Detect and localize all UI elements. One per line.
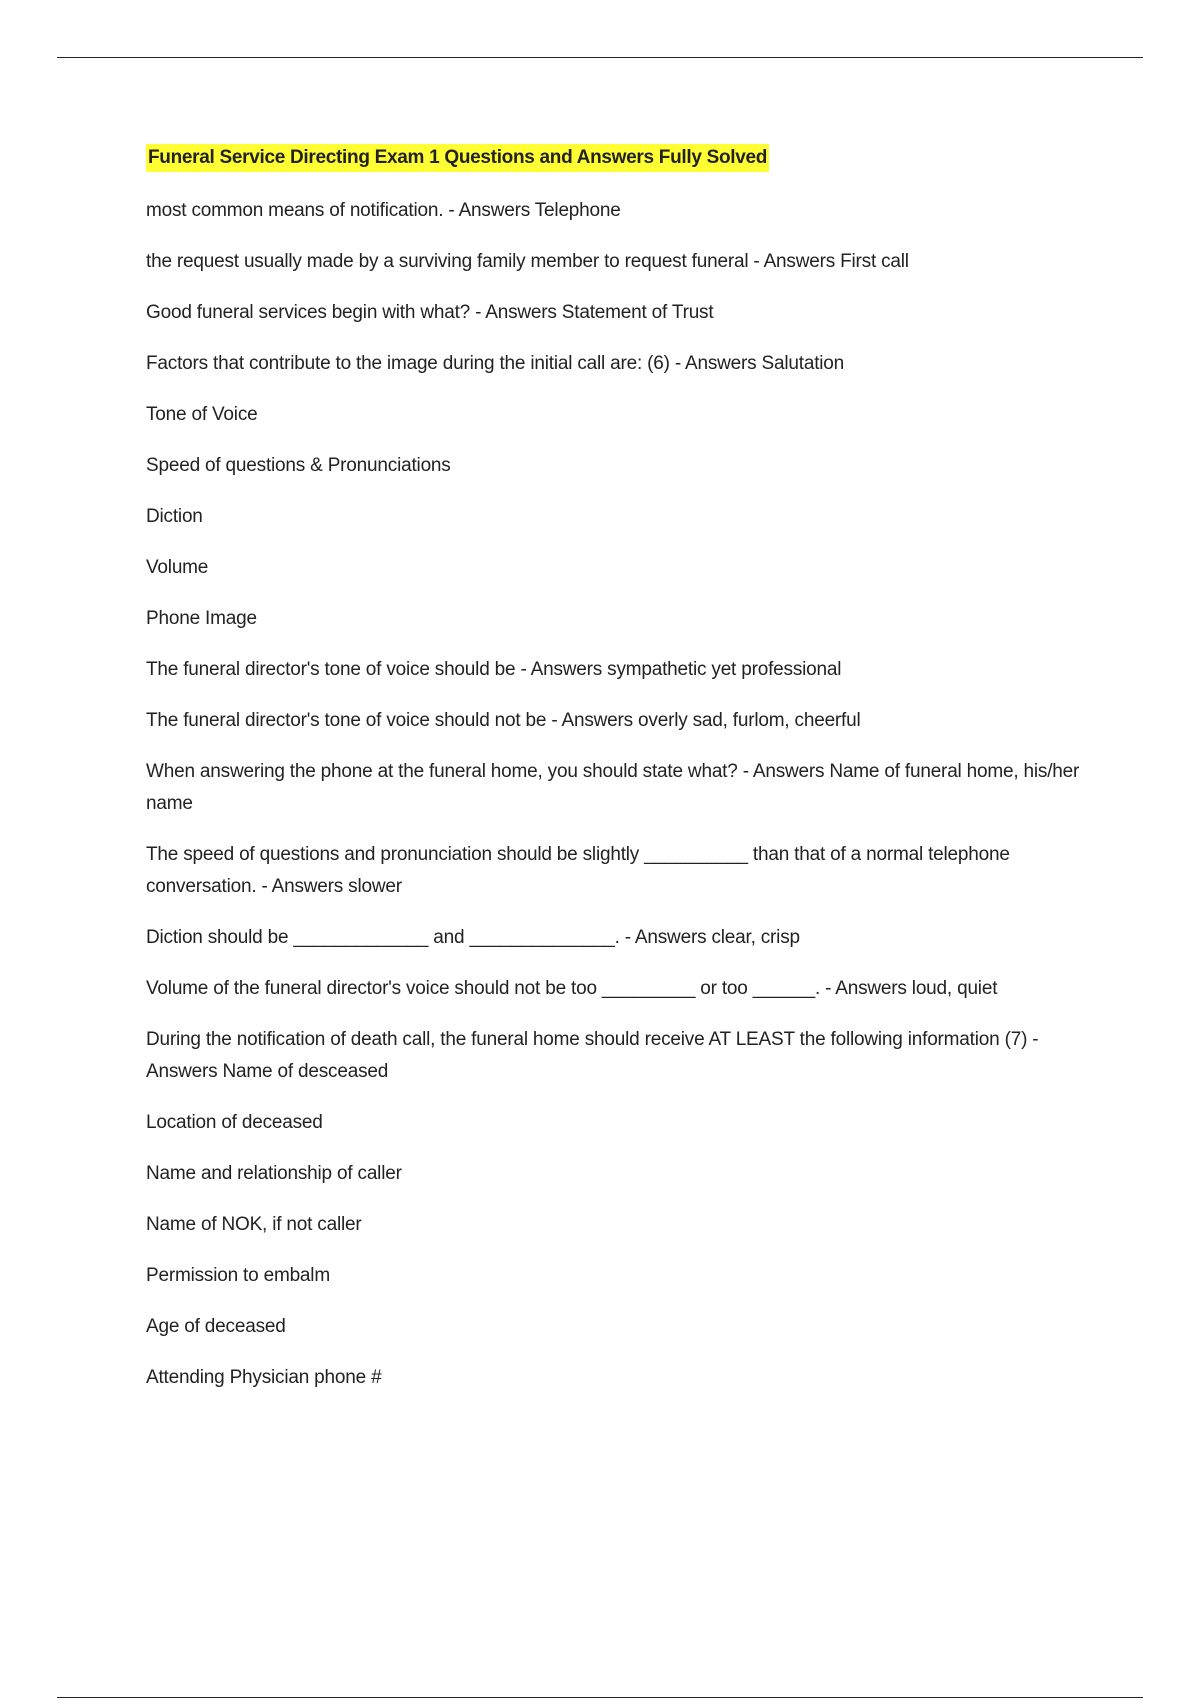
- qa-line: The speed of questions and pronunciation should be slightly __________ than that of a normal telephone conversation. - Answers slower: [146, 844, 1010, 897]
- qa-line: When answering the phone at the funeral home, you should state what? - Answers Name of funeral home, his/her name: [146, 761, 1080, 814]
- qa-line: The funeral director's tone of voice should be - Answers sympathetic yet professional: [146, 659, 842, 680]
- document-title: Funeral Service Directing Exam 1 Questions and Answers Fully Solved: [146, 144, 769, 172]
- qa-line: Volume of the funeral director's voice should not be too _________ or too ______. - Answers loud, quiet: [146, 978, 998, 999]
- qa-line: Attending Physician phone #: [146, 1367, 382, 1388]
- qa-line: During the notification of death call, the funeral home should receive AT LEAST the following information (7) - Answers Name of desceased: [146, 1029, 1039, 1082]
- footer-rule: [57, 1697, 1143, 1698]
- qa-line: Age of deceased: [146, 1316, 286, 1337]
- qa-line: Tone of Voice: [146, 404, 258, 425]
- qa-line: Name of NOK, if not caller: [146, 1214, 362, 1235]
- qa-line: Diction should be _____________ and ______________. - Answers clear, crisp: [146, 927, 800, 948]
- qa-line: Good funeral services begin with what? - Answers Statement of Trust: [146, 302, 714, 323]
- qa-line: the request usually made by a surviving family member to request funeral - Answers First call: [146, 251, 909, 272]
- qa-line: Volume: [146, 557, 209, 578]
- qa-line: Permission to embalm: [146, 1265, 330, 1286]
- qa-line: Speed of questions & Pronunciations: [146, 455, 451, 476]
- document-body: [146, 144, 1106, 1413]
- qa-line: Factors that contribute to the image during the initial call are: (6) - Answers Salutation: [146, 353, 845, 374]
- qa-line: Location of deceased: [146, 1112, 323, 1133]
- qa-line: Name and relationship of caller: [146, 1163, 402, 1184]
- qa-line: The funeral director's tone of voice should not be - Answers overly sad, furlom, cheerful: [146, 710, 861, 731]
- qa-line: most common means of notification. - Answers Telephone: [146, 200, 621, 221]
- qa-line: Diction: [146, 506, 203, 527]
- header-rule: [57, 57, 1143, 58]
- qa-line: Phone Image: [146, 608, 257, 629]
- qa-list: [146, 195, 1106, 1394]
